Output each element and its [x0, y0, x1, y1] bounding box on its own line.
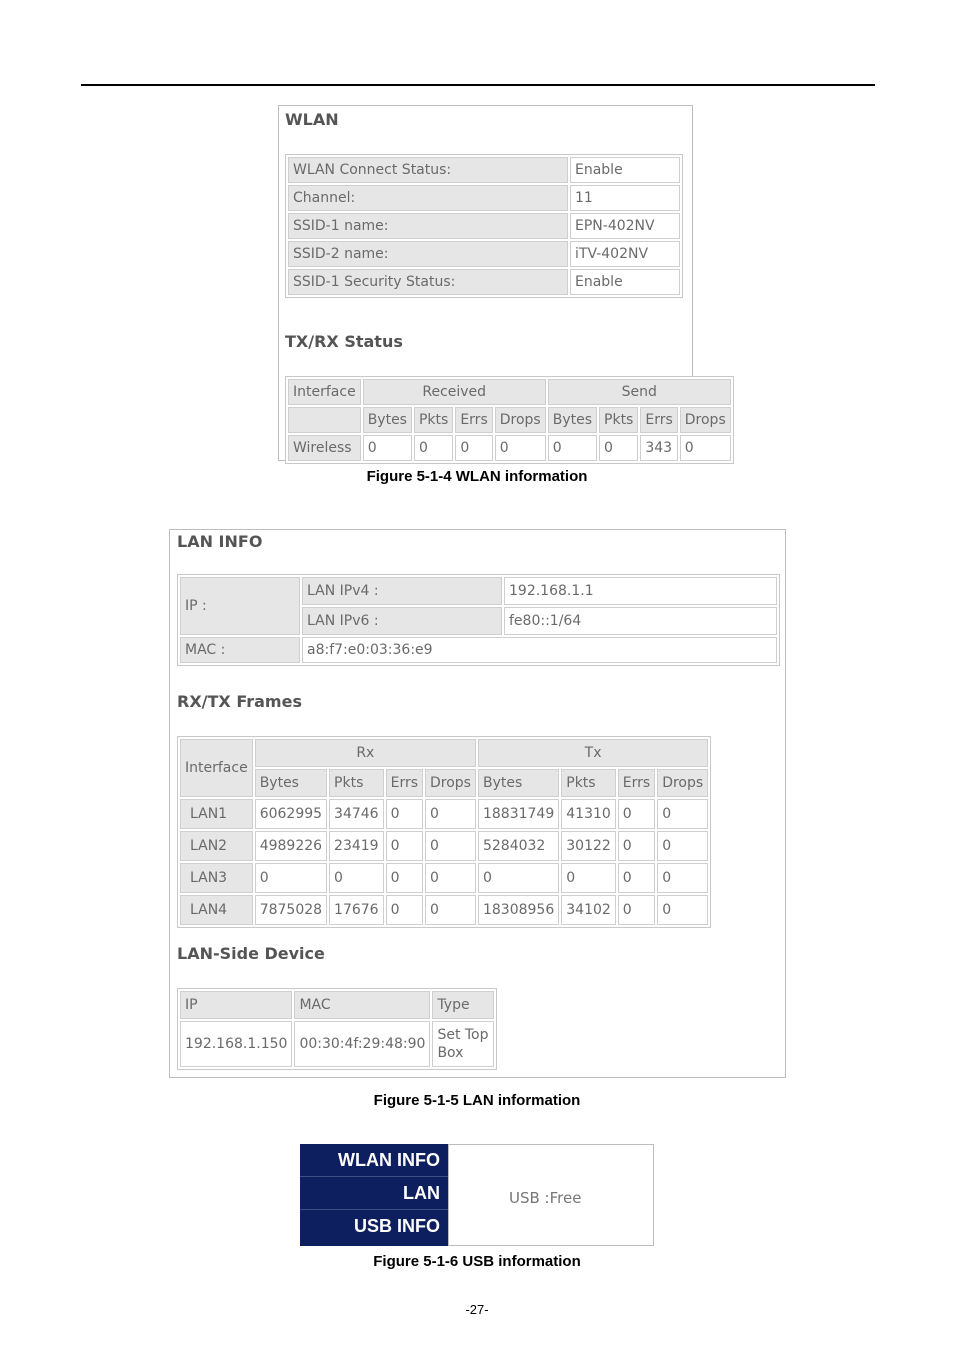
frames-cell: 18308956 [478, 895, 559, 925]
figure-caption-usb: Figure 5-1-6 USB information [373, 1253, 581, 1270]
ssid2-value: iTV-402NV [570, 241, 680, 267]
txrx-sub: Bytes [548, 407, 597, 433]
ssid1-value: EPN-402NV [570, 213, 680, 239]
frames-cell: 5284032 [478, 831, 559, 861]
ssid1-security-label: SSID-1 Security Status: [288, 269, 568, 295]
txrx-sub: Bytes [363, 407, 412, 433]
frames-sub: Bytes [255, 769, 327, 797]
device-h-type: Type [432, 991, 493, 1019]
lan-panel [169, 529, 786, 1078]
table-row [288, 379, 731, 405]
frames-cell: 6062995 [255, 799, 327, 829]
frames-cell: 0 [478, 863, 559, 893]
table-row [180, 1021, 494, 1067]
table-row [180, 769, 708, 797]
frames-cell: 0 [618, 831, 655, 861]
frames-cell: 18831749 [478, 799, 559, 829]
table-row [180, 799, 708, 829]
ipv6-label: LAN IPv6 : [302, 607, 502, 635]
usb-nav-menu [300, 1144, 448, 1246]
table-row [180, 895, 708, 925]
ssid1-security-value: Enable [570, 269, 680, 295]
frames-cell: 23419 [329, 831, 384, 861]
device-ip: 192.168.1.150 [180, 1021, 292, 1067]
frames-cell: 4989226 [255, 831, 327, 861]
wlan-connect-status-value: Enable [570, 157, 680, 183]
device-type-line1: Set Top [437, 1027, 489, 1043]
frames-h-interface: Interface [180, 739, 253, 797]
txrx-cell: 0 [455, 435, 492, 461]
figure-caption-wlan: Figure 5-1-4 WLAN information [366, 468, 588, 485]
table-row [180, 863, 708, 893]
frames-row-name: LAN3 [180, 863, 253, 893]
table-row [288, 157, 680, 183]
table-row [288, 407, 731, 433]
ssid2-label: SSID-2 name: [288, 241, 568, 267]
txrx-sub: Pkts [599, 407, 638, 433]
mac-label: MAC : [180, 637, 300, 663]
table-row [180, 739, 708, 767]
usb-status: USB :Free [509, 1189, 582, 1207]
frames-cell: 0 [386, 799, 423, 829]
frames-sub: Drops [657, 769, 708, 797]
frames-sub: Pkts [329, 769, 384, 797]
wlan-status-table [285, 154, 683, 298]
nav-item-usb-info[interactable]: USB INFO [353, 1216, 440, 1236]
frames-cell: 0 [618, 863, 655, 893]
txrx-cell: 0 [414, 435, 453, 461]
frames-cell: 34746 [329, 799, 384, 829]
frames-cell: 17676 [329, 895, 384, 925]
usb-status-panel [448, 1144, 654, 1246]
device-h-mac: MAC [294, 991, 430, 1019]
txrx-table [285, 376, 734, 464]
frames-cell: 0 [425, 863, 476, 893]
device-h-ip: IP [180, 991, 292, 1019]
frames-row-name: LAN4 [180, 895, 253, 925]
txrx-cell: 0 [363, 435, 412, 461]
rxtx-frames-table [177, 736, 711, 928]
frames-h-rx: Rx [255, 739, 476, 767]
frames-cell: 0 [657, 863, 708, 893]
frames-h-tx: Tx [478, 739, 708, 767]
frames-cell: 30122 [561, 831, 616, 861]
txrx-h-received: Received [363, 379, 546, 405]
frames-row-name: LAN1 [180, 799, 253, 829]
lan-side-device-title: LAN-Side Device [177, 944, 325, 963]
frames-cell: 0 [329, 863, 384, 893]
ip-label: IP : [180, 577, 300, 635]
table-row [180, 577, 777, 605]
mac-value: a8:f7:e0:03:36:e9 [302, 637, 777, 663]
header-rule [81, 84, 875, 86]
frames-cell: 0 [657, 895, 708, 925]
txrx-sub: Drops [680, 407, 731, 433]
txrx-h-interface: Interface [288, 379, 361, 405]
txrx-h-blank [288, 407, 361, 433]
wlan-panel [278, 105, 726, 461]
frames-cell: 0 [618, 799, 655, 829]
table-row [288, 269, 680, 295]
rxtx-frames-title: RX/TX Frames [177, 692, 302, 711]
txrx-cell: 343 [640, 435, 677, 461]
table-row [180, 991, 494, 1019]
frames-sub: Errs [386, 769, 423, 797]
frames-cell: 41310 [561, 799, 616, 829]
lan-side-device-table [177, 988, 497, 1070]
txrx-cell: 0 [680, 435, 731, 461]
frames-cell: 0 [386, 831, 423, 861]
frames-cell: 0 [386, 895, 423, 925]
wlan-title: WLAN [285, 110, 339, 129]
frames-sub: Drops [425, 769, 476, 797]
frames-cell: 0 [425, 895, 476, 925]
frames-cell: 0 [425, 799, 476, 829]
channel-value: 11 [570, 185, 680, 211]
txrx-sub: Drops [495, 407, 546, 433]
frames-sub: Errs [618, 769, 655, 797]
txrx-cell: 0 [548, 435, 597, 461]
wlan-connect-status-label: WLAN Connect Status: [288, 157, 568, 183]
frames-cell: 0 [657, 799, 708, 829]
table-row [180, 831, 708, 861]
frames-row-name: LAN2 [180, 831, 253, 861]
page-number: -27- [465, 1302, 489, 1317]
frames-sub: Bytes [478, 769, 559, 797]
frames-cell: 0 [561, 863, 616, 893]
frames-cell: 0 [386, 863, 423, 893]
txrx-title: TX/RX Status [285, 332, 403, 351]
ipv4-label: LAN IPv4 : [302, 577, 502, 605]
device-mac: 00:30:4f:29:48:90 [294, 1021, 430, 1067]
frames-cell: 0 [255, 863, 327, 893]
table-row [180, 637, 777, 663]
ipv6-value: fe80::1/64 [504, 607, 777, 635]
device-type-line2: Box [437, 1045, 464, 1061]
table-row [288, 241, 680, 267]
device-type [432, 1021, 493, 1067]
txrx-h-send: Send [548, 379, 731, 405]
txrx-row-name: Wireless [288, 435, 361, 461]
txrx-cell: 0 [599, 435, 638, 461]
frames-cell: 0 [657, 831, 708, 861]
txrx-sub: Pkts [414, 407, 453, 433]
txrx-sub: Errs [640, 407, 677, 433]
frames-cell: 34102 [561, 895, 616, 925]
frames-cell: 0 [425, 831, 476, 861]
table-row [288, 213, 680, 239]
figure-caption-lan: Figure 5-1-5 LAN information [373, 1092, 581, 1109]
nav-item-lan[interactable]: LAN [300, 1177, 448, 1210]
ipv4-value: 192.168.1.1 [504, 577, 777, 605]
frames-cell: 0 [618, 895, 655, 925]
ssid1-label: SSID-1 name: [288, 213, 568, 239]
channel-label: Channel: [288, 185, 568, 211]
lan-info-table [177, 574, 780, 666]
table-row [288, 435, 731, 461]
frames-cell: 7875028 [255, 895, 327, 925]
frames-sub: Pkts [561, 769, 616, 797]
nav-item-wlan-info[interactable]: WLAN INFO [300, 1144, 448, 1177]
lan-info-title: LAN INFO [177, 532, 263, 551]
txrx-cell: 0 [495, 435, 546, 461]
table-row [288, 185, 680, 211]
txrx-sub: Errs [455, 407, 492, 433]
